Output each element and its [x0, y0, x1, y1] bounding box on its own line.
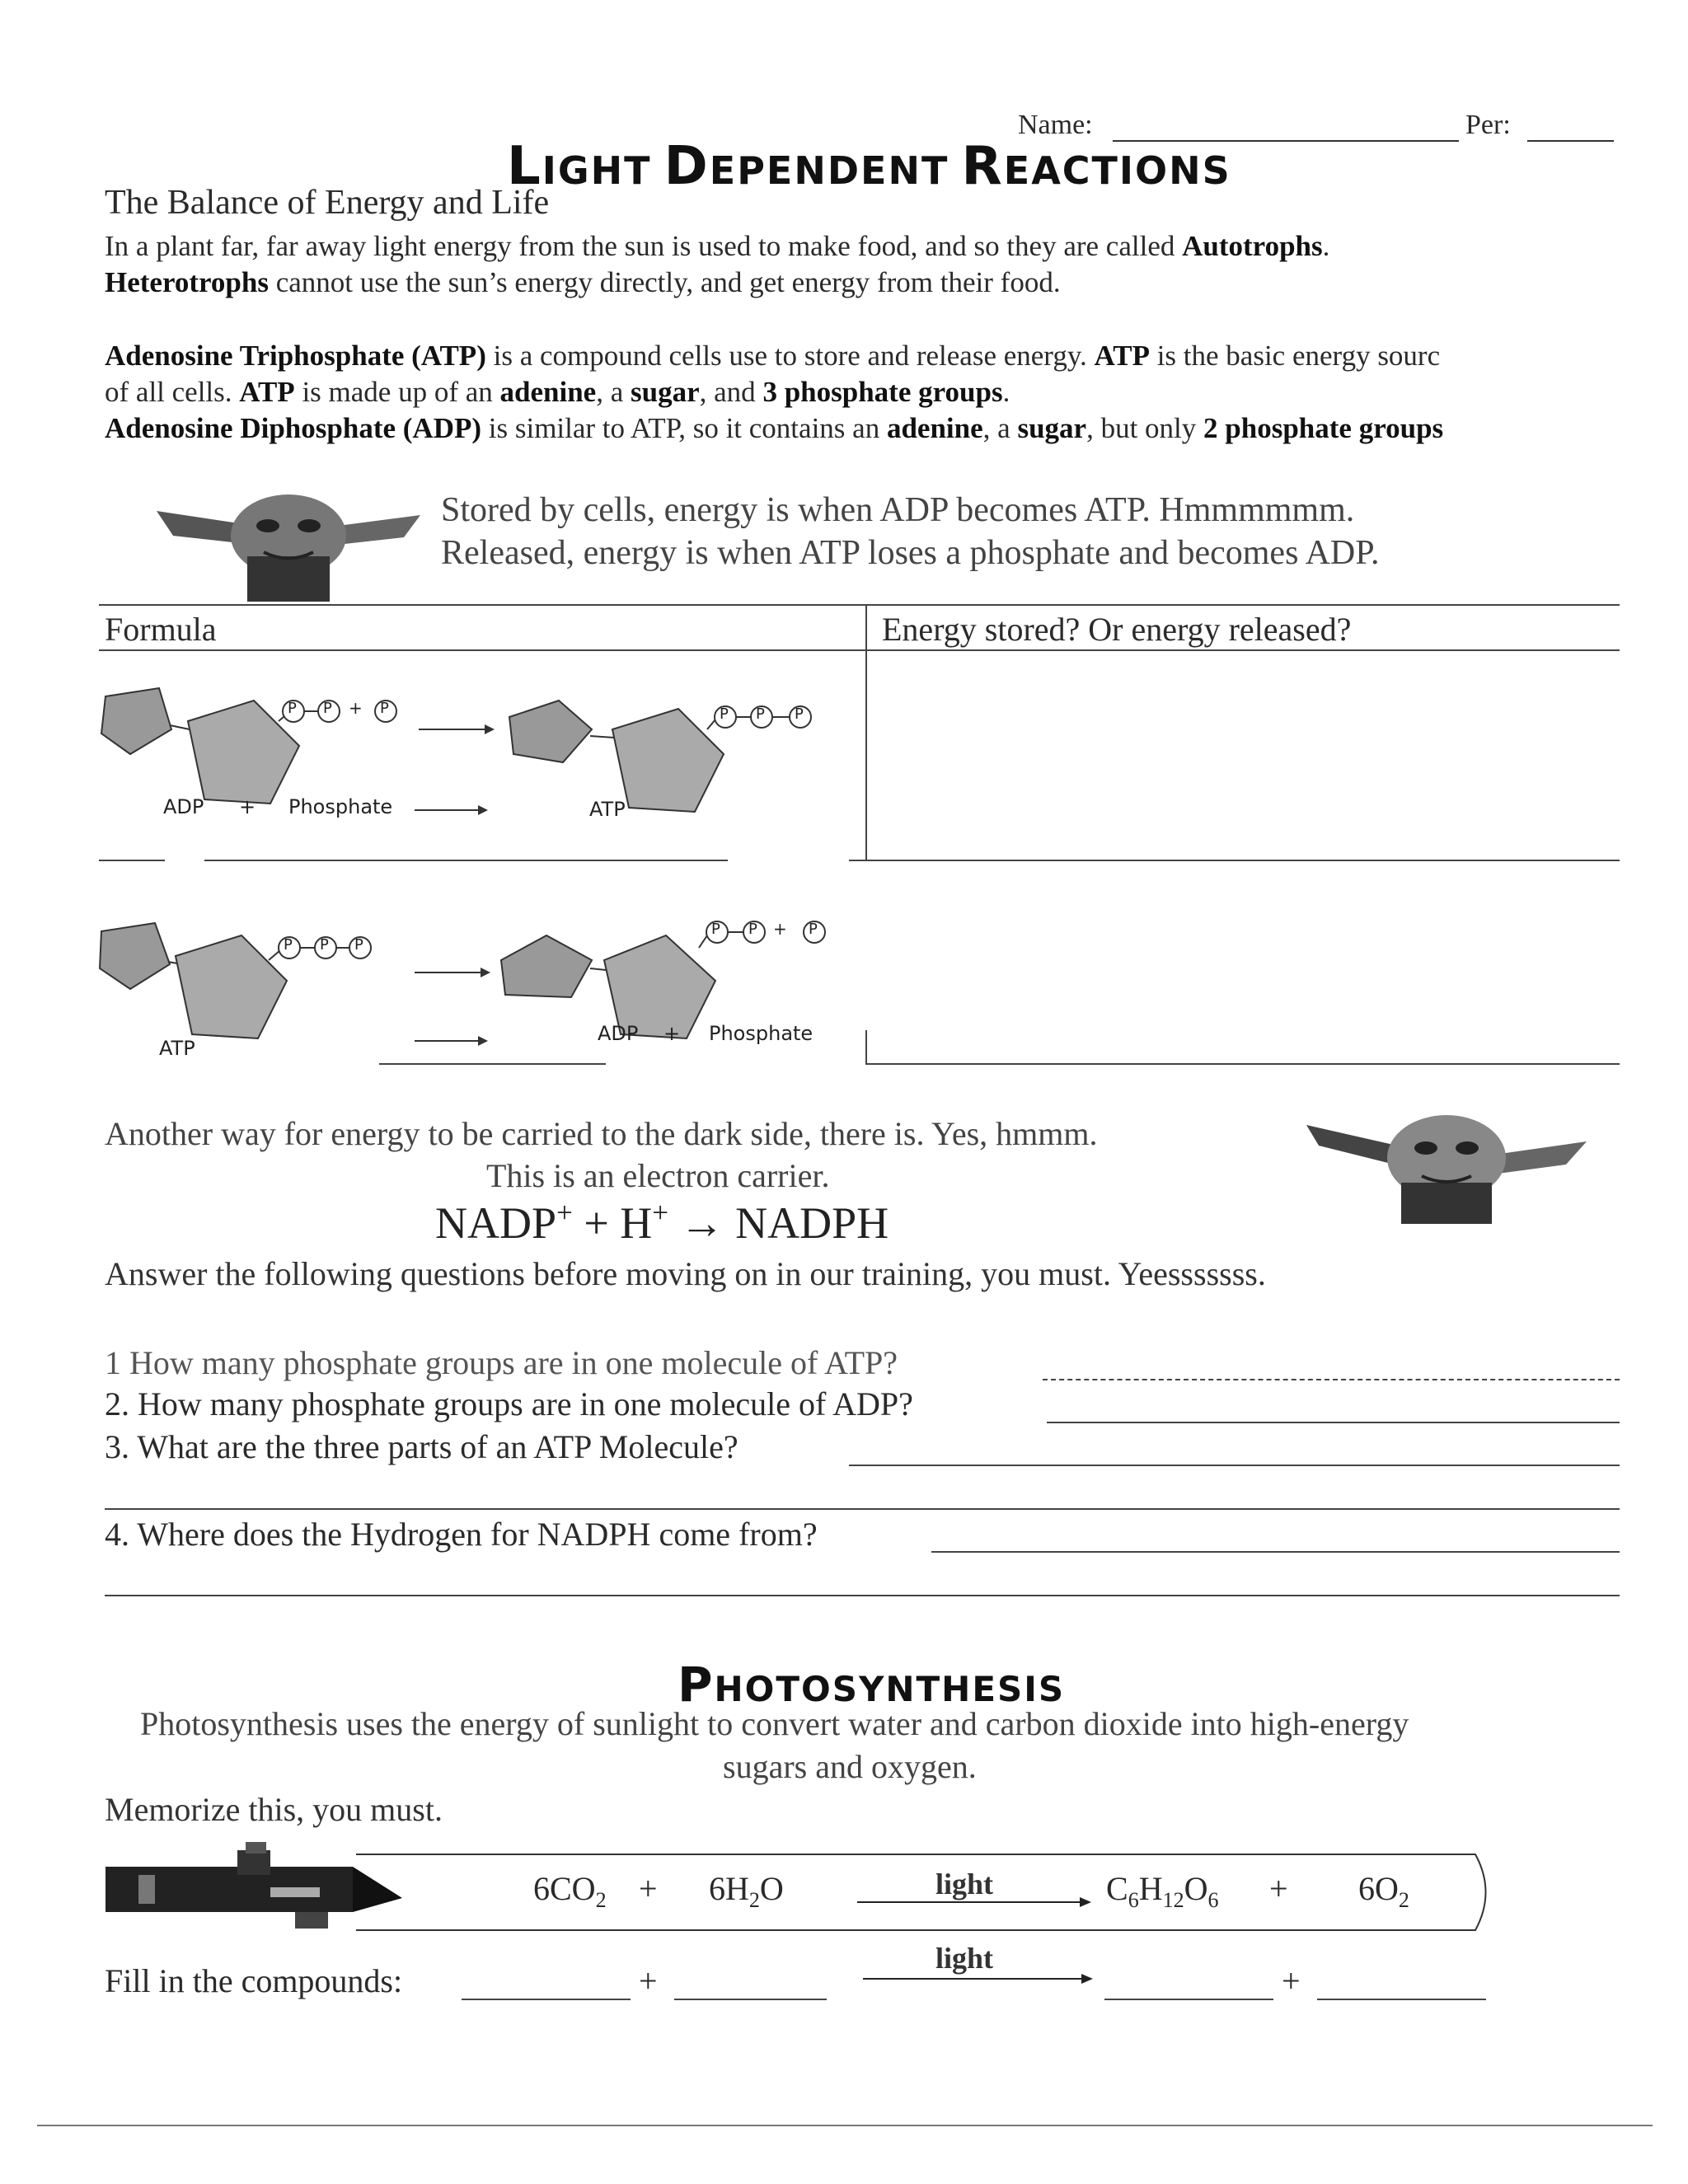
fill-plus-1: +	[639, 1962, 658, 1999]
photosynthesis-title: PHOTOSYNTHESIS	[678, 1657, 1066, 1713]
name-label: Name:	[1018, 110, 1093, 140]
row2-label-atp: ATP	[159, 1037, 195, 1060]
row1-blank-formula[interactable]	[204, 860, 728, 861]
table-header-rule	[99, 649, 1620, 651]
question-3: 3. What are the three parts of an ATP Molecule?	[105, 1428, 738, 1465]
per-label: Per:	[1465, 110, 1511, 140]
row2-label-plus: +	[663, 1022, 681, 1045]
memorize-text: Memorize this, you must.	[105, 1791, 443, 1828]
question-2: 2. How many phosphate groups are in one molecule of ADP?	[105, 1385, 913, 1422]
row1-p3: P	[380, 700, 389, 717]
table-top-rule	[99, 604, 1620, 606]
row1-blank-energy[interactable]	[849, 860, 1620, 861]
per-field[interactable]	[1527, 140, 1614, 142]
atp-line-1: Adenosine Triphosphate (ATP) is a compound cells use to store and release energy. ATP is the basic energy sourc	[105, 340, 1441, 372]
row2-p5: P	[748, 921, 757, 938]
row1-blank-left[interactable]	[99, 860, 165, 861]
questions-intro: Answer the following questions before moving on in our training, you must. Yeesssssss.	[105, 1255, 1266, 1292]
row2-p2: P	[320, 936, 329, 954]
lightsaber-blade	[354, 1853, 1500, 1936]
table-header-formula: Formula	[105, 611, 217, 648]
nadp-equation: NADP+ + H+ → NADPH	[435, 1197, 889, 1248]
answer-4-line-2[interactable]	[105, 1595, 1620, 1596]
equation-light-label: light	[935, 1868, 994, 1900]
fill-label: Fill in the compounds:	[105, 1962, 403, 1999]
page-title: LIGHT DEPENDENT REACTIONS	[507, 136, 1231, 197]
row2-p6: P	[809, 921, 818, 938]
row2-plus-top: +	[773, 919, 787, 939]
equation-o2: $6O_2$	[1358, 1870, 1409, 1912]
row2-label-phosphate: Phosphate	[709, 1022, 814, 1045]
fill-light-label: light	[935, 1942, 994, 1975]
row1-label-plus: +	[239, 795, 256, 818]
answer-4-line[interactable]	[931, 1551, 1620, 1553]
answer-1-line[interactable]	[1043, 1379, 1620, 1380]
electron-line-1: Another way for energy to be carried to the dark side, there is. Yes, hmmm.	[105, 1115, 1098, 1152]
row2-p1: P	[284, 936, 293, 954]
row1-p4: P	[720, 705, 729, 723]
equation-plus-1: +	[639, 1870, 658, 1907]
row1-p6: P	[795, 705, 804, 723]
answer-3-line-2[interactable]	[105, 1508, 1620, 1510]
row2-p3: P	[354, 936, 363, 954]
intro-subtitle: The Balance of Energy and Life	[105, 184, 550, 222]
table-header-energy: Energy stored? Or energy released?	[882, 611, 1352, 648]
fill-blank-4[interactable]	[1317, 1999, 1486, 2000]
electron-line-2: This is an electron carrier.	[486, 1157, 830, 1194]
photosynthesis-desc-1: Photosynthesis uses the energy of sunlight to convert water and carbon dioxide into high-energy	[140, 1705, 1409, 1742]
equation-glucose: $C_6H_{12}O_6$	[1106, 1870, 1219, 1912]
row1-diagram	[97, 680, 864, 841]
row2-label-adp: ADP	[598, 1022, 639, 1045]
fill-plus-2: +	[1282, 1962, 1301, 1999]
intro-line-1: In a plant far, far away light energy from the sun is used to make food, and so they are called Autotrophs.	[105, 230, 1330, 262]
atp-line-2: of all cells. ATP is made up of an adenine, a sugar, and 3 phosphate groups.	[105, 376, 1010, 408]
fill-blank-1[interactable]	[462, 1999, 631, 2000]
yoda-image	[157, 486, 420, 606]
row2-blank-energy[interactable]	[865, 1063, 1620, 1065]
equation-h2o: $6H_2O$	[709, 1870, 784, 1912]
table-column-divider	[865, 604, 867, 860]
row1-p2: P	[323, 700, 332, 717]
fill-blank-3[interactable]	[1104, 1999, 1273, 2000]
equation-plus-2: +	[1269, 1870, 1288, 1907]
row2-blank-formula[interactable]	[379, 1063, 606, 1065]
atp-line-3: Adenosine Diphosphate (ADP) is similar to ATP, so it contains an adenine, a sugar, but only 2 phosphate groups	[105, 412, 1444, 444]
fill-blank-2[interactable]	[674, 1999, 827, 2000]
equation-arrow	[857, 1896, 1092, 1913]
row1-p5: P	[756, 705, 765, 723]
question-4: 4. Where does the Hydrogen for NADPH come from?	[105, 1516, 818, 1553]
row1-label-adp: ADP	[163, 795, 204, 818]
page-bottom-rule	[37, 2125, 1653, 2126]
intro-line-2: Heterotrophs cannot use the sun’s energy directly, and get energy from their food.	[105, 266, 1061, 298]
yoda-image-2	[1306, 1108, 1587, 1228]
row1-p1: P	[288, 700, 297, 717]
row1-label-phosphate: Phosphate	[288, 795, 393, 818]
yoda-quote-line-2: Released, energy is when ATP loses a phosphate and becomes ADP.	[441, 534, 1380, 572]
equation-co2: $6CO_2$	[533, 1870, 607, 1912]
yoda-quote-line-1: Stored by cells, energy is when ADP becomes ATP. Hmmmmmm.	[441, 491, 1355, 529]
row1-plus-top: +	[349, 698, 363, 718]
answer-3-line[interactable]	[849, 1465, 1620, 1466]
photosynthesis-desc-2: sugars and oxygen.	[723, 1748, 977, 1785]
row1-label-atp: ATP	[589, 798, 626, 821]
answer-2-line[interactable]	[1047, 1422, 1620, 1423]
row2-divider	[865, 1030, 867, 1063]
fill-arrow	[863, 1972, 1094, 1990]
question-1: 1 How many phosphate groups are in one molecule of ATP?	[105, 1344, 898, 1381]
row2-p4: P	[711, 921, 720, 938]
